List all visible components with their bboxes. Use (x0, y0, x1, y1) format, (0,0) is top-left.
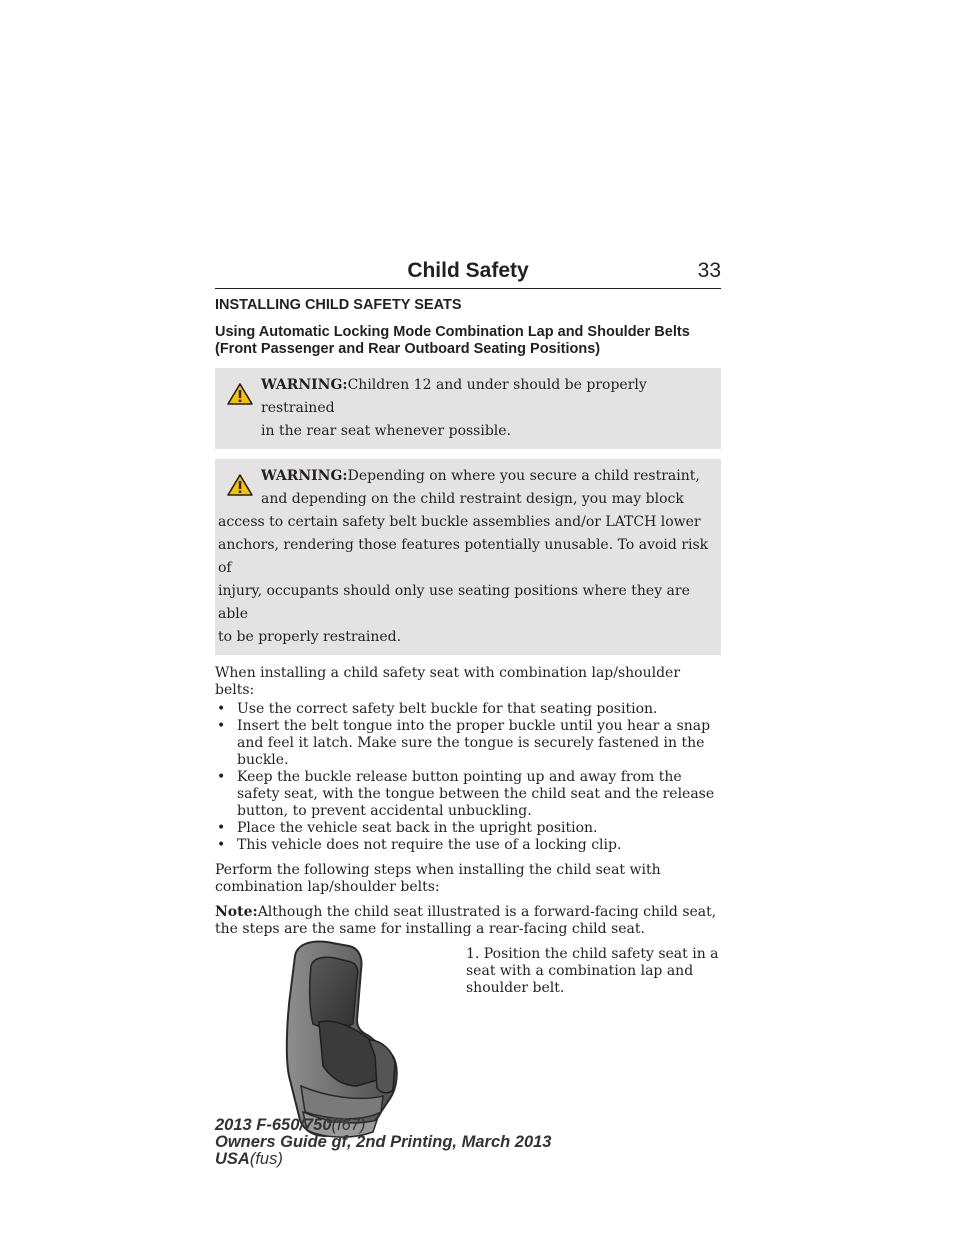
sub-heading: Using Automatic Locking Mode Combination Lap and Shoulder Belts (Front Passenger and Rear Outboard Seating Positions) (215, 324, 690, 357)
page-footer (215, 1117, 552, 1168)
perform-paragraph: Perform the following steps when installing the child seat with combination lap/shoulder belts: (215, 862, 661, 895)
child-seat-illustration (265, 936, 415, 1146)
warning-box-1 (215, 368, 721, 449)
list-item: • Use the correct safety belt buckle for that seating position. (217, 701, 658, 717)
warning-box-2 (215, 459, 721, 655)
page-header (215, 258, 721, 289)
list-item: • Keep the buckle release button pointing up and away from the safety seat, with the tongue between the child seat and the release button, to prevent accidental unbuckling. (217, 769, 715, 819)
section-heading: INSTALLING CHILD SAFETY SEATS (215, 297, 462, 313)
warning-first-line (215, 465, 713, 488)
footer-line-1: 2013 F-650/750(f67) (215, 1116, 366, 1134)
intro-paragraph: When installing a child safety seat with combination lap/shoulder belts: (215, 665, 681, 698)
warning-text: Children 12 and under should be properly restrained (261, 377, 647, 416)
warning-line: and depending on the child restraint design, you may block (261, 491, 684, 507)
page-title: Child Safety (407, 259, 529, 282)
warning-line: to be properly restrained. (218, 629, 402, 645)
warning-line: injury, occupants should only use seating positions where they are able (218, 583, 690, 622)
warning-line: in the rear seat whenever possible. (261, 423, 512, 439)
note-text: Although the child seat illustrated is a forward-facing child seat, the steps are the same for installing a rear-facing child seat. (215, 904, 717, 937)
warning-triangle-icon (226, 382, 254, 406)
warning-line: access to certain safety belt buckle assemblies and/or LATCH lower (218, 514, 701, 530)
warning-first-line (215, 374, 713, 420)
bullet-icon: • (217, 718, 226, 734)
bullet-list (215, 701, 721, 854)
bullet-icon: • (217, 820, 226, 836)
note-label: Note: (215, 904, 258, 920)
list-item: • This vehicle does not require the use of a locking clip. (217, 837, 622, 853)
bullet-icon: • (217, 837, 226, 853)
warning-line: anchors, rendering those features potentially unusable. To avoid risk of (218, 537, 709, 576)
footer-line-3: USA(fus) (215, 1150, 283, 1168)
page-number: 33 (697, 259, 721, 282)
bullet-icon: • (217, 701, 226, 717)
step-1-text: 1. Position the child safety seat in a seat with a combination lap and shoulder belt. (466, 946, 719, 996)
warning-label: WARNING: (261, 377, 348, 393)
bullet-icon: • (217, 769, 226, 785)
warning-label: WARNING: (261, 468, 348, 484)
page-content (215, 296, 721, 1156)
list-item: • Insert the belt tongue into the proper buckle until you hear a snap and feel it latch. Make sure the tongue is securely fastened in the buckle. (217, 718, 711, 768)
warning-text: Depending on where you secure a child restraint, (347, 468, 700, 484)
list-item: • Place the vehicle seat back in the upright position. (217, 820, 598, 836)
footer-line-2: Owners Guide gf, 2nd Printing, March 2013 (215, 1133, 552, 1151)
warning-triangle-icon (226, 473, 254, 497)
note-paragraph (215, 904, 721, 938)
